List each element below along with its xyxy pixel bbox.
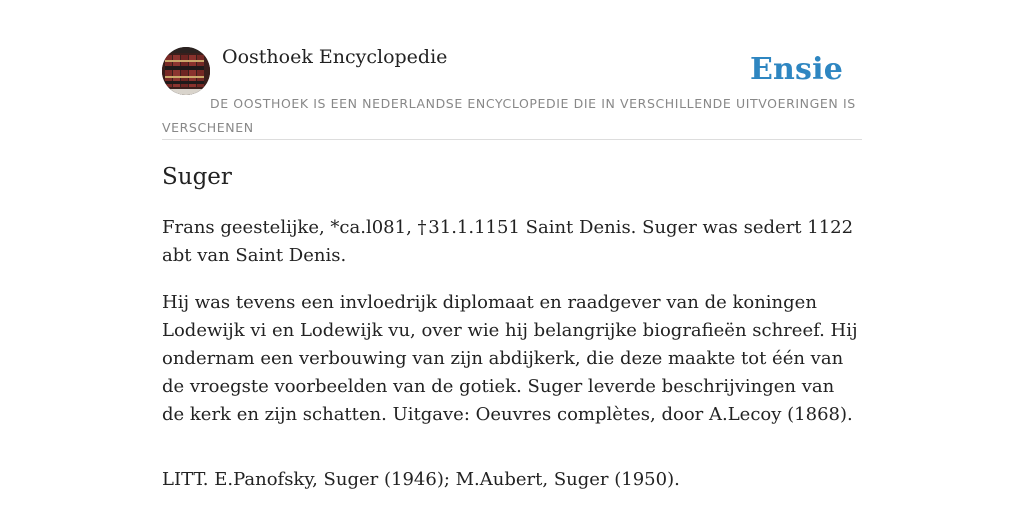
site-title[interactable]: Oosthoek Encyclopedie	[222, 46, 448, 68]
page-container	[162, 46, 862, 494]
article-paragraph: Frans geestelijke, *ca.l081, † 31.1.1151 Saint Denis. Suger was sedert 1122 abt van Saint Denis.	[162, 217, 854, 266]
article-literature: LITT. E.Panofsky, Suger (1946); M.Aubert, Suger (1950).	[162, 469, 680, 490]
site-tagline: DE OOSTHOEK IS EEN NEDERLANDSE ENCYCLOPEDIE DIE IN VERSCHILLENDE UITVOERINGEN IS VERSCHENEN	[162, 96, 856, 135]
encyclopedia-books-icon[interactable]	[162, 47, 210, 95]
article-body	[162, 214, 862, 494]
article-paragraph: Hij was tevens een invloedrijk diplomaat en raadgever van de koningen Lodewijk vi en Lodewijk vu, over wie hij belangrijke biografieën schreef. Hij ondernam een verbouwing van zijn abdijkerk, die deze maakte tot één van de vroegste voorbeelden van de gotiek. Suger leverde beschrijvingen van de kerk en zijn schatten. Uitgave: Oeuvres complètes, door A.Lecoy (1868).	[162, 292, 858, 425]
article-title: Suger	[162, 164, 232, 190]
site-header	[162, 46, 862, 140]
brand-logo[interactable]: Ensie	[749, 52, 843, 87]
